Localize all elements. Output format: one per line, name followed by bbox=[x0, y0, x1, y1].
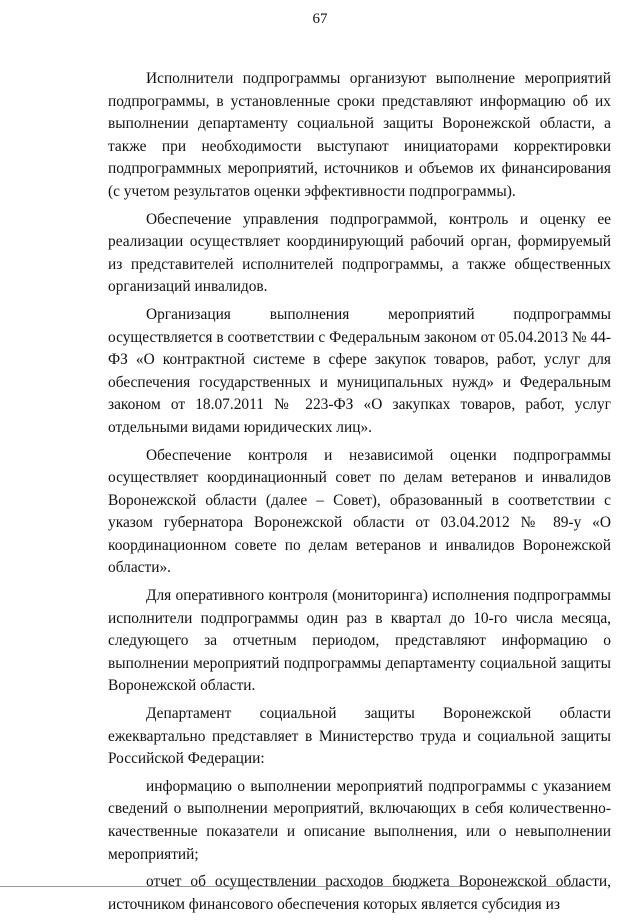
paragraph-monitoring: Для оперативного контроля (мониторинга) исполнения подпрограммы исполнители подпрограммы один раз в квартал до 10-го числа месяца, следующего за отчетным периодом, представляют информацию о выполнении мероприятий подпрограммы департаменту социальной защиты Воронежской области. bbox=[108, 587, 611, 695]
paragraph-management: Обеспечение управления подпрограммой, контроль и оценку ее реализации осуществляет координирующий рабочий орган, формируемый из представителей исполнителей подпрограммы, а также общественных организаций инвалидов. bbox=[108, 210, 611, 296]
page-number: 67 bbox=[312, 11, 328, 27]
paragraph-executors: Исполнители подпрограммы организуют выполнение мероприятий подпрограммы, в установленные сроки представляют информацию об их выполнении департаменту социальной защиты Воронежской области, а также при необходимости выступают инициаторами корректировки подпрограммных мероприятий, источников и объемов их финансирования (с учетом результатов оценки эффективности подпрограммы). bbox=[108, 70, 611, 200]
paragraph-information-item: информацию о выполнении мероприятий подпрограммы с указанием сведений о выполнении мероприятий, включающих в себя количественно-качественные показатели и описание выполнения, или о невыполнении мероприятий; bbox=[108, 777, 611, 863]
paragraph-department-reports: Департамент социальной защиты Воронежской области ежеквартально представляет в Министерство труда и социальной защиты Российской Федерации: bbox=[108, 705, 611, 768]
paragraph-control: Обеспечение контроля и независимой оценки подпрограммы осуществляет координационный совет по делам ветеранов и инвалидов Воронежской области (далее – Совет), образованный в соответствии с указом губернатора Воронежской области от 03.04.2012 № 89-у «О координационном совете по делам ветеранов и инвалидов Воронежской области». bbox=[108, 446, 611, 577]
paragraph-organization: Организация выполнения мероприятий подпрограммы осуществляется в соответствии с Федеральным законом от 05.04.2013 № 44-ФЗ «О контрактной системе в сфере закупок товаров, работ, услуг для обеспечения государственных и муниципальных нужд» и Федеральным законом от 18.07.2011 № 223-ФЗ «О закупках товаров, работ, услуг отдельными видами юридических лиц». bbox=[108, 305, 611, 436]
paragraph-expenses-report: отчет об осуществлении расходов бюджета Воронежской области, источником финансового обеспечения которых является субсидия из bbox=[108, 873, 611, 913]
document-body bbox=[108, 68, 611, 921]
bottom-divider bbox=[0, 886, 584, 887]
